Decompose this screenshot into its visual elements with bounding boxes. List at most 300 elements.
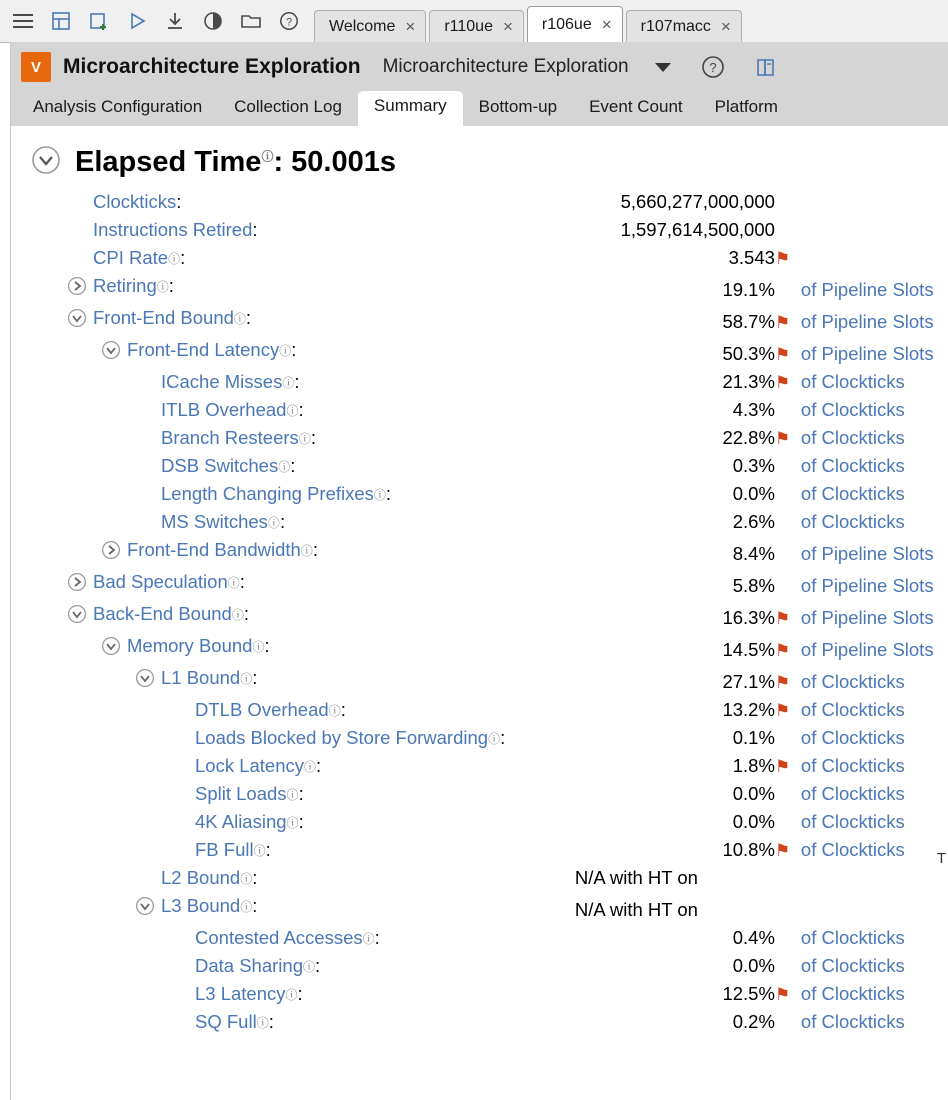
metric-name-cell [11, 600, 559, 632]
metric-colon: : [291, 339, 297, 360]
metric-colon: : [252, 895, 258, 916]
metric-value: 1.8% [732, 755, 775, 776]
metric-name-cell [11, 892, 559, 924]
metric-unit: of Pipeline Slots [800, 311, 934, 332]
alert-flag-cell [775, 696, 801, 724]
metric-label[interactable]: CPI Rate [93, 247, 169, 268]
alert-flag-cell [775, 724, 801, 752]
metric-unit: of Clockticks [800, 927, 905, 948]
metric-label[interactable]: Back-End Bound [93, 603, 232, 624]
metric-colon: : [294, 371, 300, 392]
metric-name-cell [11, 664, 559, 696]
metric-colon: : [290, 455, 296, 476]
metric-name-cell [11, 396, 559, 424]
table-row[interactable] [11, 368, 948, 396]
alert-flag-cell [775, 336, 801, 368]
info-icon[interactable]: ⓘ [286, 403, 299, 418]
metric-unit: of Clockticks [800, 427, 905, 448]
metric-name-cell [11, 952, 559, 980]
alert-flag-cell [775, 216, 801, 244]
table-row[interactable] [11, 244, 948, 272]
metric-name-wrapper [67, 275, 559, 297]
metric-name-cell [11, 836, 559, 864]
tab-label: r110ue [444, 18, 493, 35]
metric-value: 0.1% [732, 727, 775, 748]
alert-flag-cell [775, 1008, 801, 1036]
elapsed-time-value: 50.001s [291, 146, 396, 178]
new-analysis-icon[interactable] [84, 6, 114, 36]
metric-colon: : [168, 275, 174, 296]
metrics-table [11, 188, 948, 1036]
info-icon[interactable]: ⓘ [285, 987, 298, 1002]
metric-name-wrapper [161, 399, 559, 421]
metric-value: 58.7% [722, 311, 775, 332]
metric-unit [801, 892, 948, 924]
metric-name-cell [11, 1008, 559, 1036]
metric-name-cell [11, 808, 559, 836]
help-icon[interactable] [274, 6, 304, 36]
table-row[interactable] [11, 664, 948, 696]
metric-colon: : [310, 427, 316, 448]
metric-label[interactable]: SQ Full [195, 1011, 257, 1032]
metric-unit: of Clockticks [800, 511, 905, 532]
metric-label[interactable]: Lock Latency [195, 755, 305, 776]
metric-name-cell [11, 536, 559, 568]
table-row[interactable] [11, 508, 948, 536]
metric-name-wrapper [195, 811, 559, 833]
table-row[interactable] [11, 952, 948, 980]
metric-name-cell [11, 864, 559, 892]
metric-value: 14.5% [722, 639, 775, 660]
alert-flag-icon: ⚑ [774, 985, 791, 1004]
metric-label[interactable]: Branch Resteers [161, 427, 299, 448]
metric-label[interactable]: L2 Bound [161, 867, 241, 888]
metric-colon: : [252, 867, 258, 888]
table-row[interactable] [11, 188, 948, 216]
metric-label[interactable]: Front-End Bound [93, 307, 234, 328]
metric-value: 2.6% [732, 511, 775, 532]
alert-flag-icon: ⚑ [774, 373, 791, 392]
metric-value: 16.3% [722, 607, 775, 628]
close-icon[interactable]: × [405, 16, 416, 36]
metric-label[interactable]: ITLB Overhead [161, 399, 287, 420]
metric-unit [801, 216, 948, 244]
table-row[interactable] [11, 452, 948, 480]
tab-welcome[interactable] [314, 10, 426, 43]
elapsed-time-header [11, 127, 948, 186]
table-row[interactable] [11, 864, 948, 892]
metric-name-wrapper [161, 455, 559, 477]
metric-name-wrapper [135, 895, 559, 917]
page-title-elapsed: Elapsed Timeⓘ: 50.001s [75, 146, 396, 178]
alert-flag-icon: ⚑ [774, 701, 791, 720]
tab-bottom-up[interactable]: Bottom-up [478, 97, 558, 116]
metric-colon: : [316, 755, 322, 776]
info-icon[interactable]: ⓘ [304, 759, 317, 774]
metric-value: 12.5% [722, 983, 775, 1004]
metric-label[interactable]: DSB Switches [161, 455, 279, 476]
svg-text:?: ? [285, 16, 293, 29]
metric-value: 5,660,277,000,000 [620, 191, 775, 212]
metric-name-wrapper [195, 783, 559, 805]
table-row[interactable] [11, 568, 948, 600]
metric-label[interactable]: Contested Accesses [195, 927, 363, 948]
metric-unit: of Clockticks [800, 783, 905, 804]
tab-r110ue[interactable] [429, 10, 524, 43]
info-icon[interactable]: ⓘ [279, 343, 292, 358]
metric-colon: : [500, 727, 506, 748]
alert-flag-cell [775, 892, 801, 924]
info-icon[interactable]: ⓘ [278, 459, 291, 474]
metric-name-wrapper [93, 191, 559, 213]
tab-platform[interactable]: Platform [714, 97, 778, 116]
info-icon[interactable]: ⓘ [282, 375, 295, 390]
alert-flag-icon: ⚑ [774, 757, 791, 776]
alert-flag-cell [775, 952, 801, 980]
metric-unit: of Clockticks [800, 983, 905, 1004]
metric-name-wrapper [161, 483, 559, 505]
metric-value: 27.1% [722, 671, 775, 692]
metric-label[interactable]: Loads Blocked by Store Forwarding [195, 727, 489, 748]
metric-value: 0.2% [732, 1011, 775, 1032]
metric-value: 0.0% [732, 955, 775, 976]
expand-toggle-icon[interactable] [67, 572, 87, 592]
info-icon[interactable]: ⓘ [256, 1015, 269, 1030]
info-icon[interactable]: ⓘ [373, 487, 386, 502]
table-row[interactable] [11, 892, 948, 924]
metric-unit: of Clockticks [800, 1011, 905, 1032]
metric-name-cell [11, 480, 559, 508]
metric-colon: : [265, 839, 271, 860]
table-row[interactable] [11, 424, 948, 452]
metric-label[interactable]: Instructions Retired [93, 219, 253, 240]
edge-label: T [936, 850, 946, 867]
metric-label[interactable]: DTLB Overhead [195, 699, 329, 720]
info-icon[interactable]: ⓘ [253, 843, 266, 858]
metric-unit: of Clockticks [800, 727, 905, 748]
table-row[interactable] [11, 272, 948, 304]
metric-colon: : [252, 667, 258, 688]
alert-flag-cell [775, 244, 801, 272]
metric-value: 21.3% [722, 371, 775, 392]
metric-name-cell [11, 452, 559, 480]
metric-unit: of Clockticks [800, 811, 905, 832]
metric-value: 0.0% [732, 811, 775, 832]
info-icon[interactable]: ⓘ [168, 251, 181, 266]
metric-value: 0.4% [732, 927, 775, 948]
alert-flag-cell [775, 980, 801, 1008]
metric-value: 4.3% [732, 399, 775, 420]
metric-unit: of Clockticks [800, 399, 905, 420]
metric-colon: : [340, 699, 346, 720]
book-icon[interactable] [755, 55, 779, 79]
table-row[interactable] [11, 1008, 948, 1036]
metric-name-wrapper [195, 1011, 559, 1033]
alert-flag-cell [775, 664, 801, 696]
alert-flag-cell [775, 568, 801, 600]
metric-name-wrapper [135, 667, 559, 689]
metric-unit: of Clockticks [800, 483, 905, 504]
result-header [11, 42, 948, 92]
metric-colon: : [264, 635, 270, 656]
metric-value: 5.8% [732, 575, 775, 596]
info-icon[interactable]: ⓘ [286, 787, 299, 802]
metric-label[interactable]: Data Sharing [195, 955, 303, 976]
analysis-result-panel [10, 42, 948, 1100]
metric-colon: : [312, 539, 318, 560]
table-row[interactable] [11, 632, 948, 664]
table-row[interactable] [11, 304, 948, 336]
table-row[interactable] [11, 980, 948, 1008]
metric-value: 0.0% [732, 483, 775, 504]
metric-colon: : [252, 219, 258, 240]
alert-flag-icon: ⚑ [774, 249, 791, 268]
table-row[interactable] [11, 924, 948, 952]
info-icon[interactable]: ⓘ [286, 815, 299, 830]
metric-unit: of Pipeline Slots [800, 575, 934, 596]
metric-colon: : [298, 811, 304, 832]
metric-name-cell [11, 188, 559, 216]
metric-name-cell [11, 568, 559, 600]
metric-unit: of Pipeline Slots [800, 543, 934, 564]
metric-unit [801, 244, 948, 272]
metric-colon: : [298, 783, 304, 804]
info-icon[interactable]: ⓘ [240, 899, 253, 914]
metric-label[interactable]: Clockticks [93, 191, 177, 212]
collapse-toggle-icon[interactable] [135, 896, 155, 916]
collapse-toggle-icon[interactable] [101, 636, 121, 656]
metric-label[interactable]: Front-End Latency [127, 339, 280, 360]
alert-flag-cell [775, 424, 801, 452]
alert-flag-cell [775, 480, 801, 508]
tab-label: r106ue [541, 16, 592, 33]
table-row[interactable] [11, 836, 948, 864]
info-icon[interactable]: ⓘ [298, 431, 311, 446]
metric-value: 0.3% [732, 455, 775, 476]
collapse-toggle-icon[interactable] [67, 308, 87, 328]
info-icon[interactable]: ⓘ [302, 959, 315, 974]
metric-label[interactable]: Memory Bound [127, 635, 253, 656]
table-row[interactable] [11, 216, 948, 244]
metric-value: N/A with HT on [574, 867, 698, 888]
open-folder-icon[interactable] [236, 6, 266, 36]
info-icon[interactable]: ⓘ [261, 149, 274, 164]
info-icon[interactable]: ⓘ [362, 931, 375, 946]
alert-flag-icon: ⚑ [774, 313, 791, 332]
metric-unit: of Clockticks [800, 955, 905, 976]
metric-name-wrapper [195, 983, 559, 1005]
metric-value: 50.3% [722, 343, 775, 364]
metric-unit [801, 188, 948, 216]
metric-label[interactable]: Split Loads [195, 783, 287, 804]
tab-label: r107macc [640, 18, 711, 35]
expand-toggle-icon[interactable] [101, 540, 121, 560]
metric-value: 3.543 [728, 247, 775, 268]
metric-unit: of Clockticks [800, 455, 905, 476]
alert-flag-cell [775, 600, 801, 632]
metric-label[interactable]: L3 Bound [161, 895, 241, 916]
metric-label[interactable]: FB Full [195, 839, 254, 860]
metric-label[interactable]: 4K Aliasing [195, 811, 287, 832]
metric-name-wrapper [161, 427, 559, 449]
collapse-toggle-icon[interactable] [101, 340, 121, 360]
metric-name-wrapper [195, 755, 559, 777]
alert-flag-cell [775, 924, 801, 952]
metric-name-wrapper [67, 603, 559, 625]
view-tab-bar [11, 92, 948, 127]
alert-flag-cell [775, 508, 801, 536]
svg-text:?: ? [709, 60, 717, 75]
metric-label[interactable]: Front-End Bandwidth [127, 539, 301, 560]
import-icon[interactable] [160, 6, 190, 36]
table-row[interactable] [11, 724, 948, 752]
metric-label[interactable]: MS Switches [161, 511, 268, 532]
question-circle-icon[interactable] [701, 55, 725, 79]
metric-name-wrapper [195, 727, 559, 749]
metric-value: 1,597,614,500,000 [620, 219, 775, 240]
metric-name-cell [11, 980, 559, 1008]
menu-icon[interactable] [8, 6, 38, 36]
info-icon[interactable]: ⓘ [233, 311, 246, 326]
table-row[interactable] [11, 536, 948, 568]
metric-label[interactable]: ICache Misses [161, 371, 283, 392]
metric-name-cell [11, 336, 559, 368]
metric-label[interactable]: L1 Bound [161, 667, 241, 688]
metric-colon: : [298, 399, 304, 420]
alert-flag-icon: ⚑ [774, 345, 791, 364]
metric-name-cell [11, 368, 559, 396]
metric-name-cell [11, 752, 559, 780]
info-icon[interactable]: ⓘ [240, 871, 253, 886]
alert-flag-cell [775, 752, 801, 780]
table-row[interactable] [11, 336, 948, 368]
metric-unit: of Clockticks [800, 371, 905, 392]
metric-value: 22.8% [722, 427, 775, 448]
close-icon[interactable]: × [601, 14, 612, 34]
project-navigator-icon[interactable] [46, 6, 76, 36]
alert-flag-icon: ⚑ [774, 609, 791, 628]
info-icon[interactable]: ⓘ [300, 543, 313, 558]
tab-analysis-configuration[interactable]: Analysis Configuration [33, 97, 203, 116]
metric-unit: of Pipeline Slots [800, 639, 934, 660]
alert-flag-cell [775, 864, 801, 892]
metric-name-cell [11, 696, 559, 724]
table-row[interactable] [11, 600, 948, 632]
alert-flag-cell [775, 304, 801, 336]
metric-colon: : [245, 307, 252, 328]
table-row[interactable] [11, 696, 948, 724]
metric-colon: : [279, 511, 286, 532]
metric-name-cell [11, 244, 559, 272]
alert-flag-cell [775, 808, 801, 836]
info-icon[interactable]: ⓘ [267, 515, 280, 530]
close-icon[interactable]: × [502, 16, 513, 36]
alert-flag-cell [775, 368, 801, 396]
tab-event-count[interactable]: Event Count [589, 97, 683, 116]
metric-name-cell [11, 724, 559, 752]
info-icon[interactable]: ⓘ [328, 703, 341, 718]
elapsed-time-label: Elapsed Time [75, 146, 262, 178]
alert-flag-cell [775, 396, 801, 424]
compare-icon[interactable] [198, 6, 228, 36]
metric-name-wrapper [195, 955, 559, 977]
alert-flag-cell [775, 452, 801, 480]
metric-label[interactable]: Retiring [93, 275, 157, 296]
collapse-toggle-icon[interactable] [67, 604, 87, 624]
info-icon[interactable]: ⓘ [488, 731, 501, 746]
info-icon[interactable]: ⓘ [156, 279, 169, 294]
vtune-logo-icon: V [21, 52, 51, 82]
collapse-toggle-icon[interactable] [135, 668, 155, 688]
metric-name-wrapper [161, 371, 559, 393]
tab-label: Welcome [329, 18, 396, 35]
alert-flag-cell [775, 780, 801, 808]
metric-colon: : [385, 483, 392, 504]
expand-toggle-icon[interactable] [67, 276, 87, 296]
metric-unit: of Clockticks [800, 699, 905, 720]
alert-flag-cell [775, 632, 801, 664]
info-icon[interactable]: ⓘ [252, 639, 265, 654]
top-toolbar [0, 0, 948, 43]
metric-label[interactable]: L3 Latency [195, 983, 286, 1004]
metric-unit: of Pipeline Slots [800, 607, 934, 628]
metric-label[interactable]: Bad Speculation [93, 571, 228, 592]
metric-name-wrapper [195, 927, 559, 949]
info-icon[interactable]: ⓘ [227, 575, 240, 590]
metric-name-wrapper [161, 867, 559, 889]
collapse-toggle-elapsed-time[interactable] [31, 145, 61, 180]
close-icon[interactable]: × [720, 16, 731, 36]
chevron-down-icon[interactable] [655, 63, 671, 72]
tab-collection-log[interactable]: Collection Log [234, 97, 342, 116]
metric-colon: : [315, 955, 321, 976]
metric-name-wrapper [101, 635, 559, 657]
info-icon[interactable]: ⓘ [240, 671, 253, 686]
table-row[interactable] [11, 480, 948, 508]
toolbar-icon-group [0, 0, 304, 42]
alert-flag-cell [775, 272, 801, 304]
metric-name-wrapper [67, 307, 559, 329]
analysis-type-label: Microarchitecture Exploration [382, 56, 629, 77]
metric-label[interactable]: Length Changing Prefixes [161, 483, 374, 504]
tab-summary[interactable]: Summary [358, 91, 463, 126]
alert-flag-icon: ⚑ [774, 429, 791, 448]
alert-flag-icon: ⚑ [774, 673, 791, 692]
table-row[interactable] [11, 396, 948, 424]
metric-unit: of Clockticks [800, 839, 905, 860]
alert-flag-icon: ⚑ [774, 641, 791, 660]
metric-name-cell [11, 924, 559, 952]
run-icon[interactable] [122, 6, 152, 36]
summary-content [11, 127, 948, 1100]
table-row[interactable] [11, 752, 948, 780]
metric-name-cell [11, 304, 559, 336]
metric-colon: : [268, 1011, 274, 1032]
info-icon[interactable]: ⓘ [231, 607, 244, 622]
table-row[interactable] [11, 808, 948, 836]
document-tab-strip [314, 0, 742, 42]
tab-r106ue[interactable] [527, 6, 623, 43]
metric-colon: : [239, 571, 245, 592]
metric-unit: of Clockticks [800, 671, 905, 692]
metric-colon: : [374, 927, 380, 948]
metric-value: N/A with HT on [574, 899, 698, 920]
metric-unit: of Clockticks [800, 755, 905, 776]
metric-name-wrapper [161, 511, 559, 533]
metric-name-cell [11, 780, 559, 808]
tab-r107macc[interactable] [626, 10, 742, 43]
table-row[interactable] [11, 780, 948, 808]
